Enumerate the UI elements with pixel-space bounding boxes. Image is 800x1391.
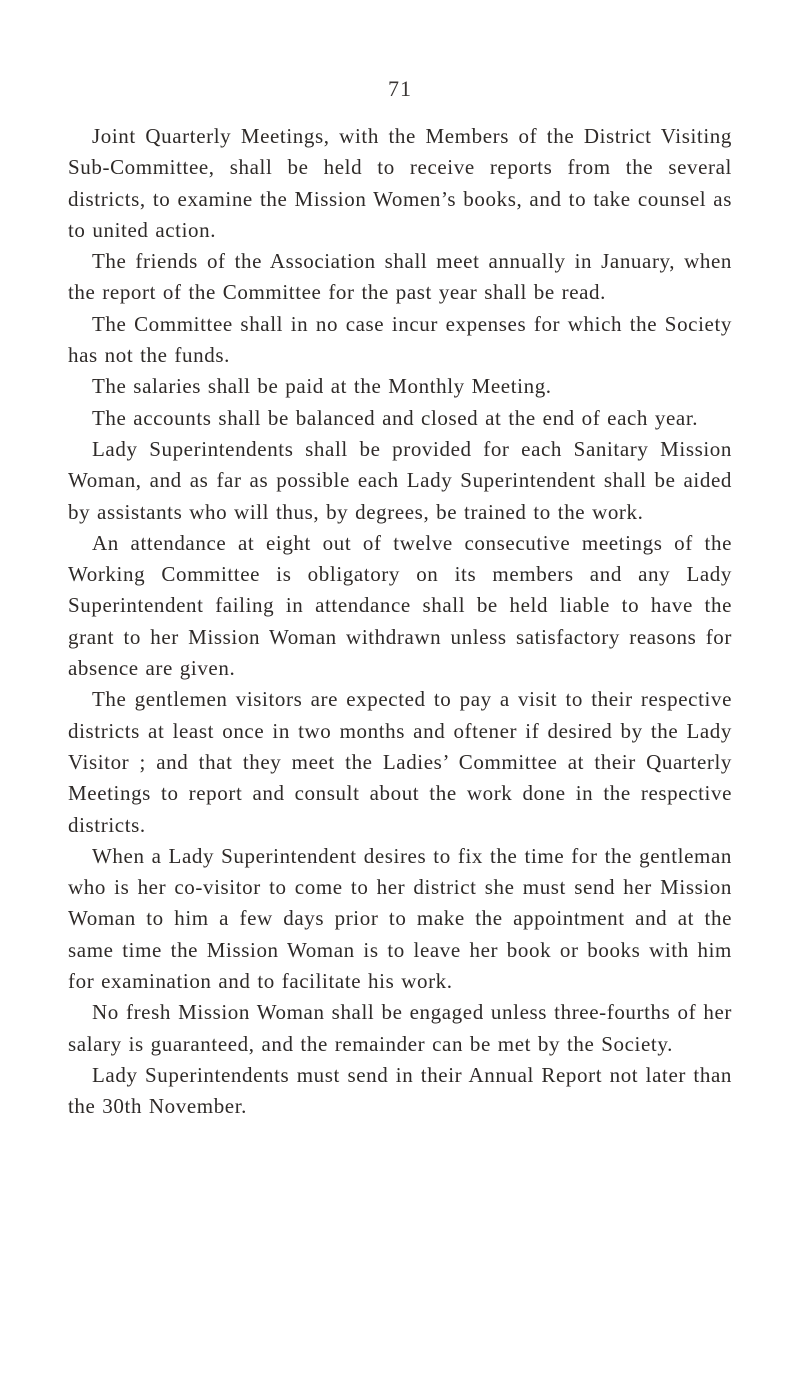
paragraph-co-visitor-appointment: When a Lady Superintendent desires to fix the time for the gentleman who is her co-visitor to come to her district she must send her Mission Woman to him a few days prior to make the appointment and at the same time the Mission Woman is to leave her book or books with him for examination and to facilitate his work. <box>68 843 732 994</box>
document-body <box>68 121 732 1123</box>
paragraph-joint-quarterly-meetings: Joint Quarterly Meetings, with the Members of the District Visiting Sub-Committee, shall be held to receive reports from the several districts, to examine the Mission Women’s books, and to take counsel as to united action. <box>68 124 732 242</box>
paragraph-fresh-mission-woman: No fresh Mission Woman shall be engaged unless three-fourths of her salary is guaranteed, and the remainder can be met by the Society. <box>68 1000 732 1056</box>
page-number: 71 <box>388 76 412 101</box>
paragraph-annual-meeting: The friends of the Association shall meet annually in January, when the report of the Committee for the past year shall be read. <box>68 249 732 305</box>
paragraph-expenses: The Committee shall in no case incur expenses for which the Society has not the funds. <box>68 311 732 368</box>
paragraph-salaries: The salaries shall be paid at the Monthly Meeting. <box>92 374 552 399</box>
paragraph-accounts: The accounts shall be balanced and closed at the end of each year. <box>92 405 699 430</box>
paragraph-gentlemen-visitors: The gentlemen visitors are expected to pay a visit to their respective districts at least once in two months and oftener if desired by the Lady Visitor ; and that they meet the Ladies’ Committee at their Quarterly Meetings to report and consult about the work done in the respective districts. <box>68 687 732 837</box>
paragraph-annual-report: Lady Superintendents must send in their Annual Report not later than the 30th November. <box>68 1062 732 1119</box>
paragraph-attendance: An attendance at eight out of twelve consecutive meetings of the Working Committee is obligatory on its members and any Lady Superintendent failing in attendance shall be held liable to have the grant to her Mission Woman withdrawn unless satisfactory reasons for absence are given. <box>68 530 732 681</box>
paragraph-lady-superintendents: Lady Superintendents shall be provided for each Sanitary Mission Woman, and as far as possible each Lady Superintendent shall be aided by assistants who will thus, by degrees, be trained to the work. <box>68 436 732 524</box>
